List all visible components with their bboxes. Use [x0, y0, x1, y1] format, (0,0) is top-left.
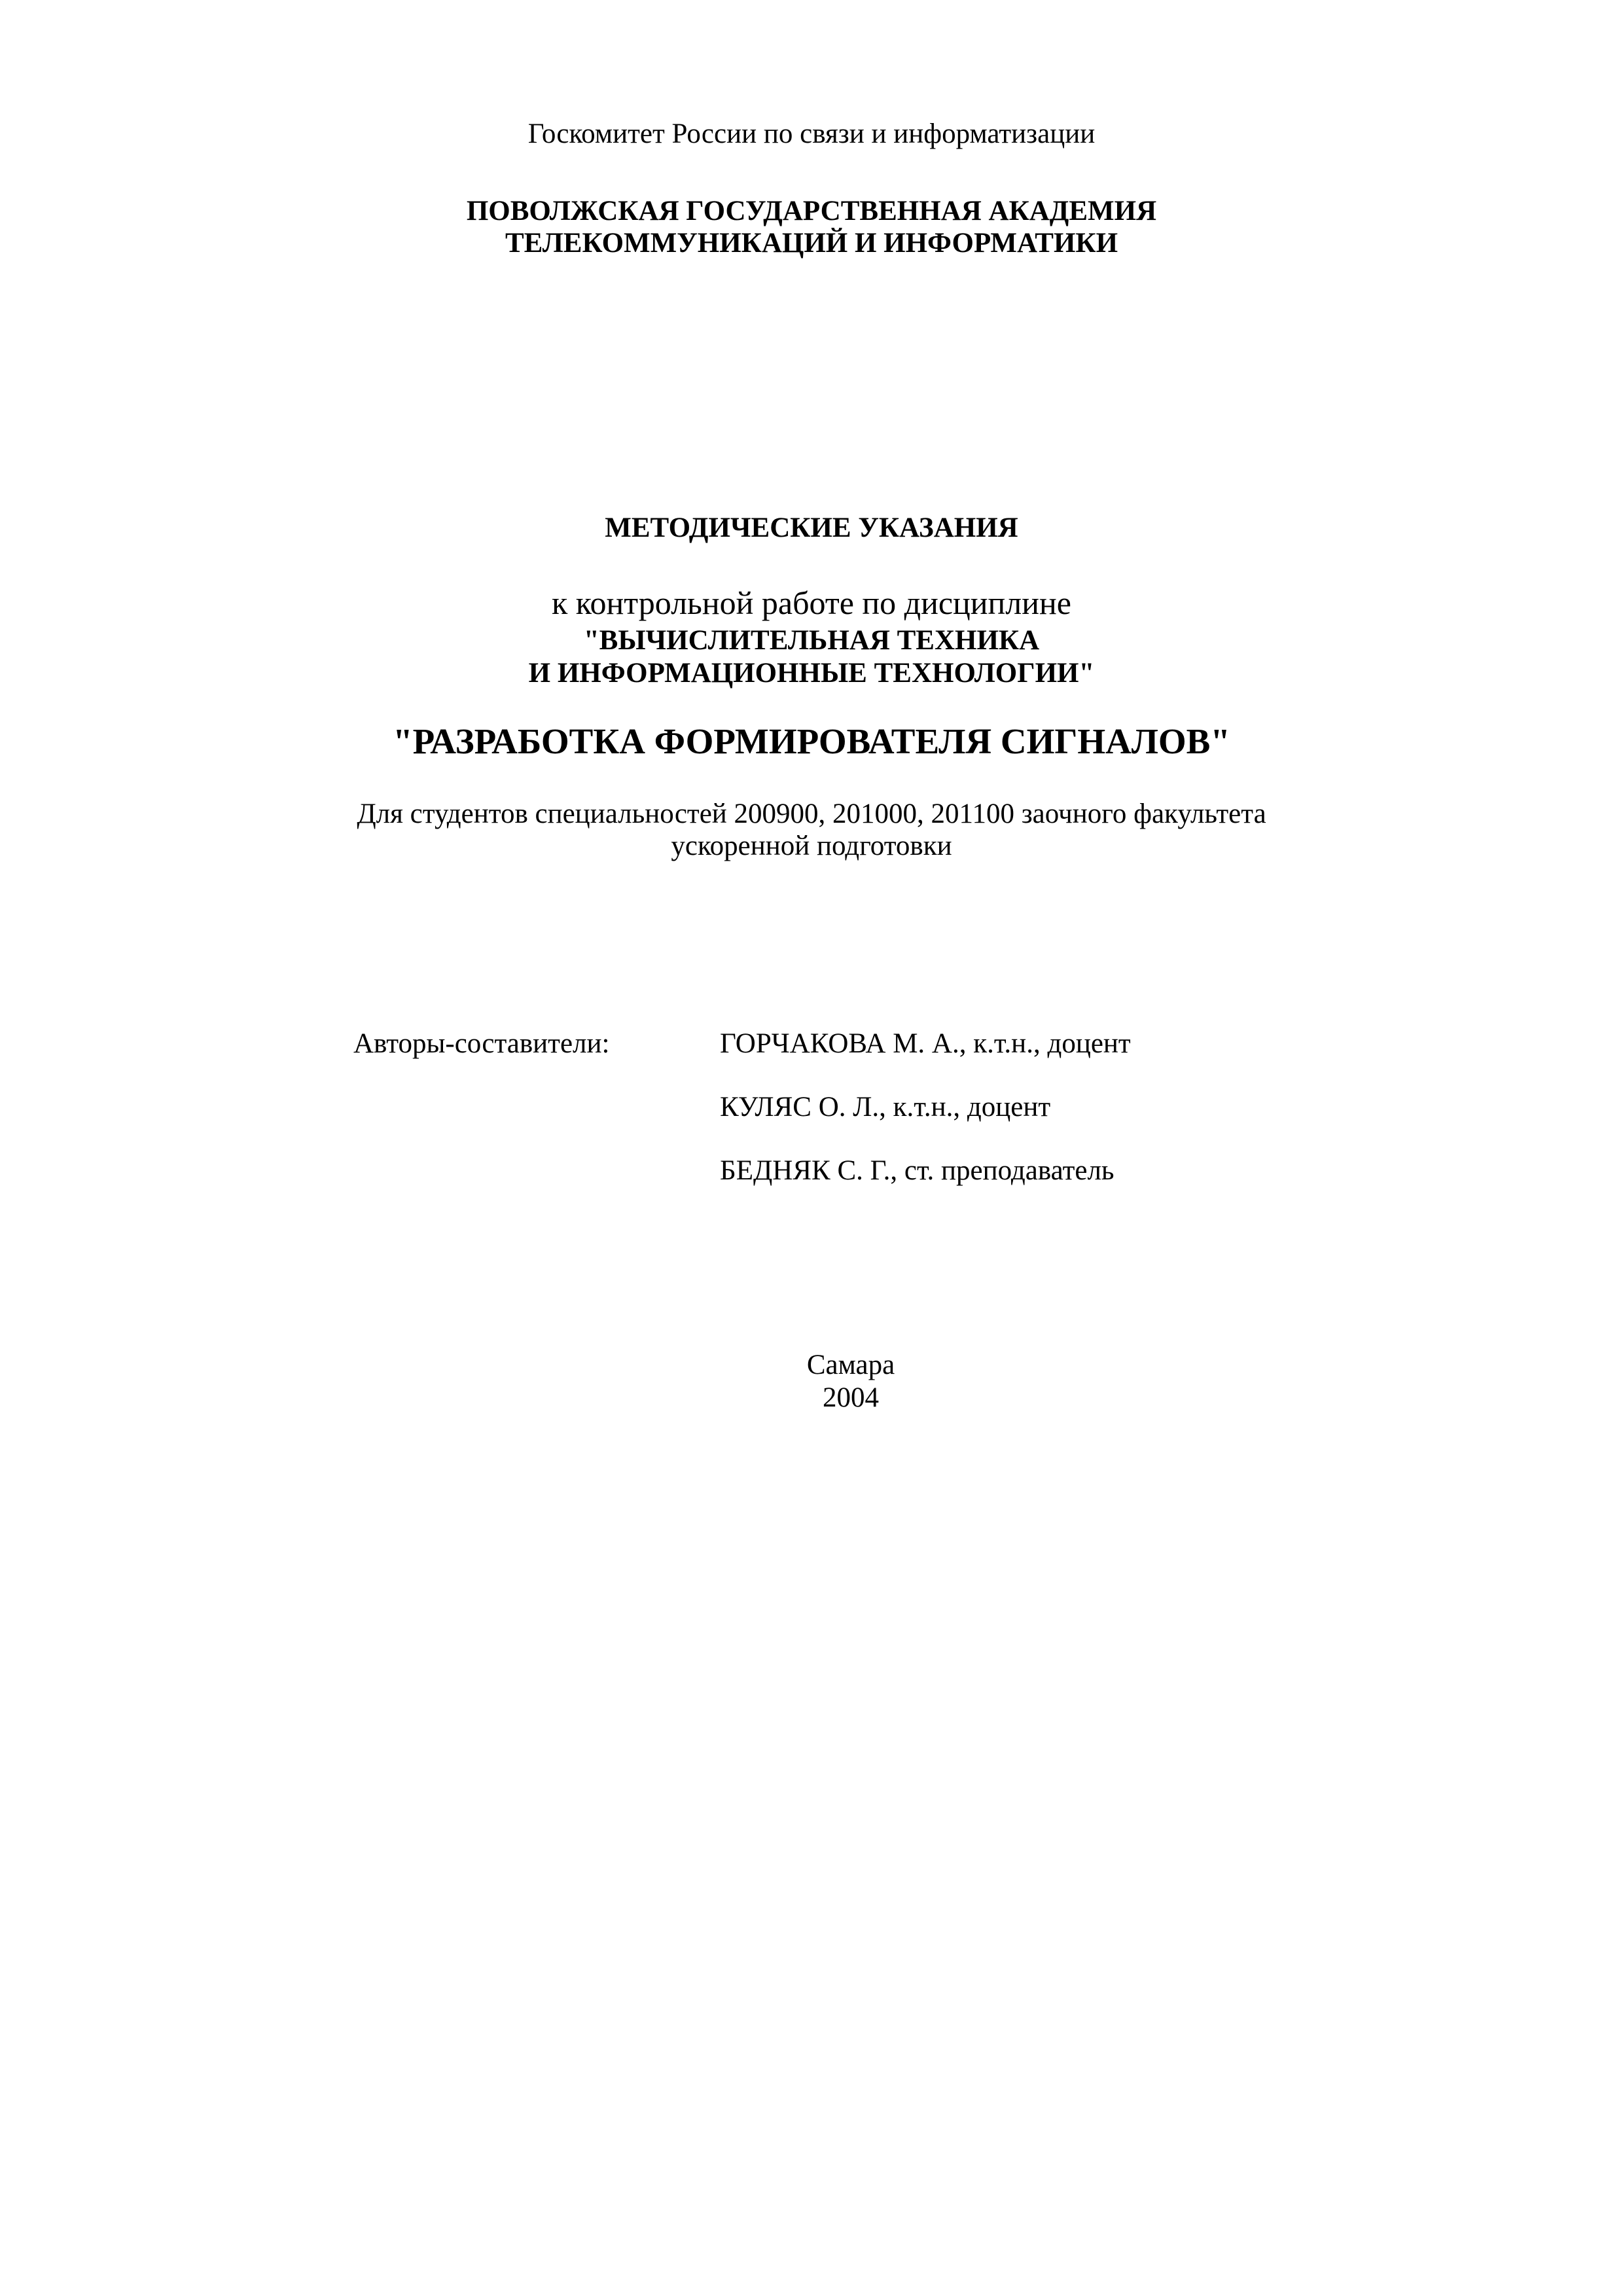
discipline-line-2: И ИНФОРМАЦИОННЫЕ ТЕХНОЛОГИИ": [528, 658, 1095, 689]
document-title: "РАЗРАБОТКА ФОРМИРОВАТЕЛЯ СИГНАЛОВ": [393, 721, 1230, 761]
purpose-line: к контрольной работе по дисциплине: [552, 584, 1071, 621]
author-3: БЕДНЯК С. Г., ст. преподаватель: [720, 1155, 1115, 1186]
author-1: ГОРЧАКОВА М. А., к.т.н., доцент: [720, 1028, 1131, 1059]
city: Самара: [806, 1350, 895, 1380]
academy-name-line-1: ПОВОЛЖСКАЯ ГОСУДАРСТВЕННАЯ АКАДЕМИЯ: [466, 196, 1157, 226]
committee-name: Госкомитет России по связи и информатизации: [527, 118, 1096, 149]
audience-line-2: ускоренной подготовки: [671, 831, 952, 861]
authors-label: Авторы-составители:: [353, 1028, 610, 1059]
document-type: МЕТОДИЧЕСКИЕ УКАЗАНИЯ: [605, 512, 1018, 543]
author-2: КУЛЯС О. Л., к.т.н., доцент: [720, 1092, 1051, 1122]
audience-line-1: Для студентов специальностей 200900, 201000, 201100 заочного факультета: [357, 798, 1266, 829]
academy-name-line-2: ТЕЛЕКОММУНИКАЦИЙ И ИНФОРМАТИКИ: [505, 228, 1118, 259]
discipline-line-1: "ВЫЧИСЛИТЕЛЬНАЯ ТЕХНИКА: [583, 625, 1040, 656]
year: 2004: [823, 1382, 879, 1413]
